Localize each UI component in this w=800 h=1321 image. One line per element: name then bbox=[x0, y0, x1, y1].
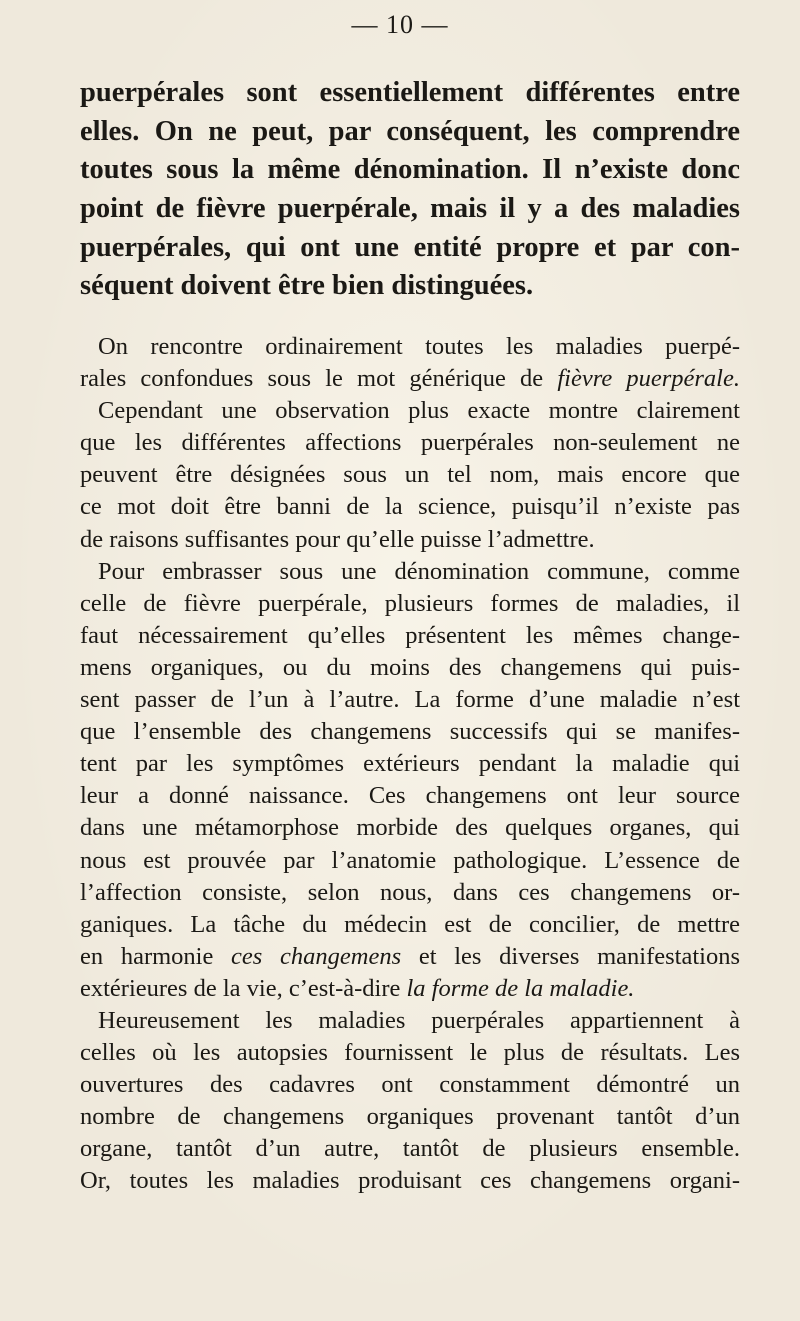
italic-text: fièvre puerpérale. bbox=[557, 365, 740, 393]
text-run: en harmonie bbox=[80, 942, 232, 970]
lead-paragraph bbox=[80, 74, 740, 306]
text-line: puerpérales, qui ont une entité propre et par con- bbox=[80, 231, 740, 263]
text-run: extérieures de la vie, c’est-à-dire bbox=[80, 974, 407, 1002]
text-line: nous est prouvée par l’anatomie pathologique. L’essence de bbox=[80, 846, 740, 874]
text-line: sent passer de l’un à l’autre. La forme d’une maladie n’est bbox=[80, 686, 740, 714]
text-line: que l’ensemble des changemens successifs qui se manifes- bbox=[80, 718, 740, 746]
text-line: point de fièvre puerpérale, mais il y a des maladies bbox=[80, 193, 740, 225]
text-line: toutes sous la même dénomination. Il n’existe donc bbox=[80, 154, 740, 186]
text-line: Cependant une observation plus exacte montre clairement bbox=[98, 397, 740, 425]
text-line: Or, toutes les maladies produisant ces changemens organi- bbox=[80, 1167, 740, 1195]
text-line bbox=[80, 941, 740, 973]
text-line: On rencontre ordinairement toutes les maladies puerpé- bbox=[98, 333, 740, 360]
text-line: dans une métamorphose morbide des quelques organes, qui bbox=[80, 814, 740, 842]
text-line: séquent doivent être bien distinguées. bbox=[80, 270, 534, 302]
text-line: ce mot doit être banni de la science, puisqu’il n’existe pas bbox=[80, 493, 740, 521]
text-line: ouvertures des cadavres ont constamment démontré un bbox=[80, 1071, 740, 1099]
text-line: celles où les autopsies fournissent le plus de résultats. Les bbox=[80, 1039, 740, 1067]
text-line: tent par les symptômes extérieurs pendant la maladie qui bbox=[80, 750, 740, 778]
text-line: faut nécessairement qu’elles présentent les mêmes change- bbox=[80, 621, 740, 649]
text-line: Heureusement les maladies puerpérales appartiennent à bbox=[98, 1006, 740, 1034]
text-line: peuvent être désignées sous un tel nom, mais encore que bbox=[80, 461, 740, 489]
text-line bbox=[80, 363, 740, 395]
text-run: rales confondues sous le mot générique de bbox=[80, 365, 558, 393]
italic-text: la forme de la maladie. bbox=[406, 974, 635, 1002]
page-number: — 10 — bbox=[351, 10, 449, 39]
text-line bbox=[80, 973, 740, 1005]
text-line: l’affection consiste, selon nous, dans ces changemens or- bbox=[80, 878, 740, 906]
italic-text: ces changemens bbox=[231, 942, 402, 970]
text-line: de raisons suffisantes pour qu’elle puisse l’admettre. bbox=[80, 525, 595, 553]
text-line: elles. On ne peut, par conséquent, les comprendre bbox=[80, 115, 740, 147]
text-line: nombre de changemens organiques provenant tantôt d’un bbox=[80, 1103, 740, 1131]
text-line: organe, tantôt d’un autre, tantôt de plusieurs ensemble. bbox=[80, 1135, 740, 1163]
text-line: que les différentes affections puerpérales non-seulement ne bbox=[80, 429, 740, 457]
text-line: leur a donné naissance. Ces changemens ont leur source bbox=[80, 782, 740, 810]
text-line: mens organiques, ou du moins des changemens qui puis- bbox=[80, 653, 740, 681]
text-line: ganiques. La tâche du médecin est de concilier, de mettre bbox=[80, 910, 740, 938]
text-line: Pour embrasser sous une dénomination commune, comme bbox=[98, 557, 740, 585]
body-text bbox=[80, 331, 740, 1198]
text-run: et les diverses manifestations bbox=[401, 942, 740, 970]
text-line: puerpérales sont essentiellement différentes entre bbox=[80, 77, 740, 108]
text-line: celle de fièvre puerpérale, plusieurs formes de maladies, il bbox=[80, 589, 740, 617]
